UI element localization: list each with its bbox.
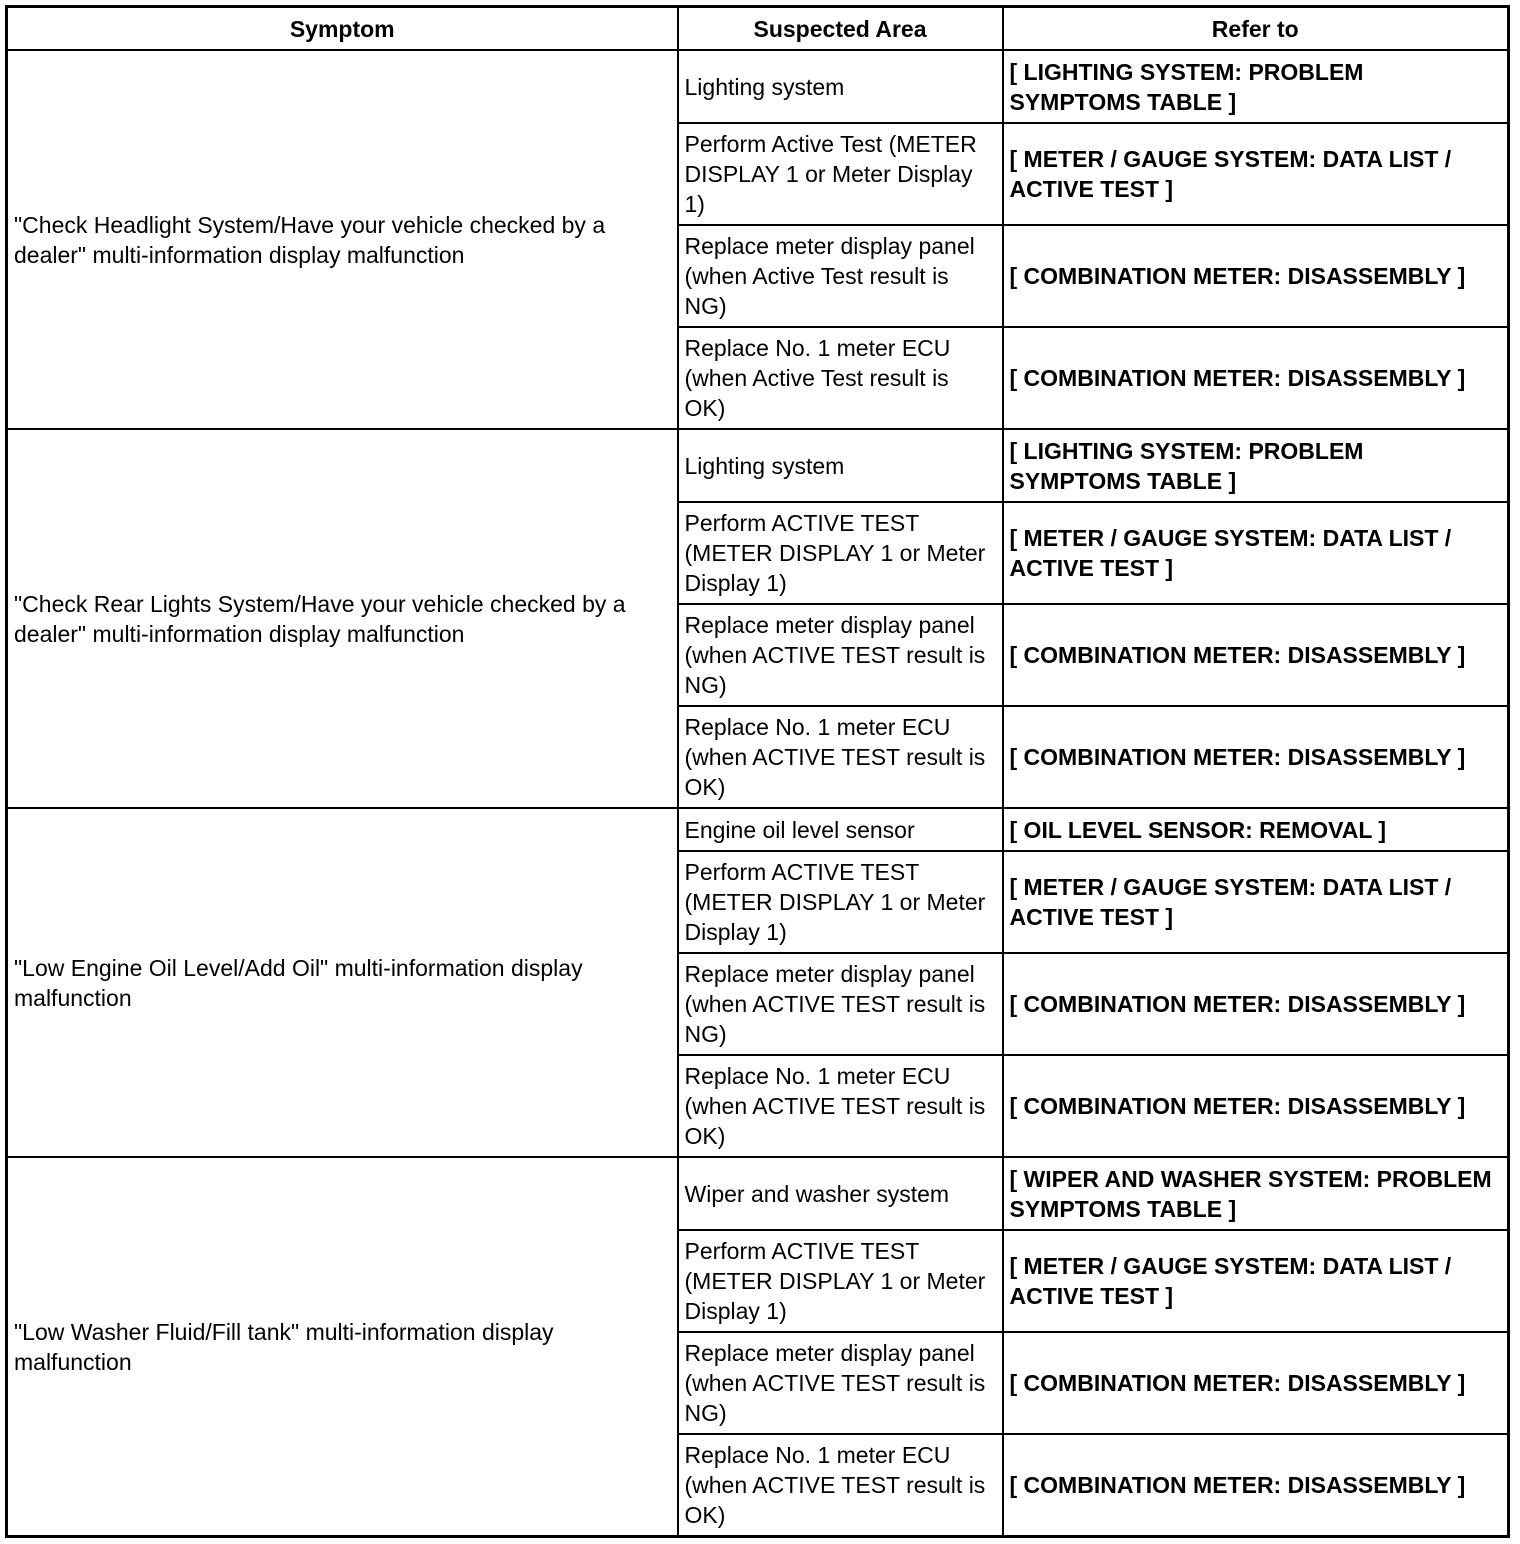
refer-to-link[interactable]: [ METER / GAUGE SYSTEM: DATA LIST / ACTIVE TEST ]: [1003, 851, 1509, 953]
symptom-cell: "Low Engine Oil Level/Add Oil" multi-information display malfunction: [7, 808, 678, 1157]
suspected-area-cell: Perform ACTIVE TEST (METER DISPLAY 1 or Meter Display 1): [678, 502, 1003, 604]
suspected-area-cell: Wiper and washer system: [678, 1157, 1003, 1230]
refer-to-link[interactable]: [ COMBINATION METER: DISASSEMBLY ]: [1003, 1332, 1509, 1434]
refer-to-link[interactable]: [ METER / GAUGE SYSTEM: DATA LIST / ACTIVE TEST ]: [1003, 1230, 1509, 1332]
suspected-area-cell: Replace No. 1 meter ECU (when Active Test result is OK): [678, 327, 1003, 429]
suspected-area-cell: Replace No. 1 meter ECU (when ACTIVE TEST result is OK): [678, 1434, 1003, 1537]
suspected-area-cell: Perform Active Test (METER DISPLAY 1 or Meter Display 1): [678, 123, 1003, 225]
problem-symptoms-table: [5, 5, 1510, 1538]
refer-to-link[interactable]: [ COMBINATION METER: DISASSEMBLY ]: [1003, 225, 1509, 327]
header-refer-to: Refer to: [1003, 7, 1509, 51]
suspected-area-cell: Perform ACTIVE TEST (METER DISPLAY 1 or Meter Display 1): [678, 1230, 1003, 1332]
table-row: [7, 808, 1509, 851]
table-row: [7, 50, 1509, 123]
header-suspected-area: Suspected Area: [678, 7, 1003, 51]
header-symptom: Symptom: [7, 7, 678, 51]
refer-to-link[interactable]: [ WIPER AND WASHER SYSTEM: PROBLEM SYMPTOMS TABLE ]: [1003, 1157, 1509, 1230]
suspected-area-cell: Lighting system: [678, 50, 1003, 123]
refer-to-link[interactable]: [ COMBINATION METER: DISASSEMBLY ]: [1003, 1434, 1509, 1537]
header-row: [7, 7, 1509, 51]
table-body: [7, 50, 1509, 1537]
refer-to-link[interactable]: [ LIGHTING SYSTEM: PROBLEM SYMPTOMS TABLE ]: [1003, 429, 1509, 502]
suspected-area-cell: Lighting system: [678, 429, 1003, 502]
table-row: [7, 1157, 1509, 1230]
refer-to-link[interactable]: [ METER / GAUGE SYSTEM: DATA LIST / ACTIVE TEST ]: [1003, 502, 1509, 604]
suspected-area-cell: Replace meter display panel (when ACTIVE TEST result is NG): [678, 1332, 1003, 1434]
suspected-area-cell: Replace meter display panel (when ACTIVE TEST result is NG): [678, 953, 1003, 1055]
refer-to-link[interactable]: [ METER / GAUGE SYSTEM: DATA LIST / ACTIVE TEST ]: [1003, 123, 1509, 225]
symptom-cell: "Low Washer Fluid/Fill tank" multi-information display malfunction: [7, 1157, 678, 1537]
refer-to-link[interactable]: [ COMBINATION METER: DISASSEMBLY ]: [1003, 1055, 1509, 1157]
symptom-cell: "Check Headlight System/Have your vehicle checked by a dealer" multi-information display malfunction: [7, 50, 678, 429]
refer-to-link[interactable]: [ COMBINATION METER: DISASSEMBLY ]: [1003, 604, 1509, 706]
suspected-area-cell: Perform ACTIVE TEST (METER DISPLAY 1 or Meter Display 1): [678, 851, 1003, 953]
refer-to-link[interactable]: [ COMBINATION METER: DISASSEMBLY ]: [1003, 327, 1509, 429]
table-row: [7, 429, 1509, 502]
refer-to-link[interactable]: [ LIGHTING SYSTEM: PROBLEM SYMPTOMS TABLE ]: [1003, 50, 1509, 123]
suspected-area-cell: Engine oil level sensor: [678, 808, 1003, 851]
refer-to-link[interactable]: [ OIL LEVEL SENSOR: REMOVAL ]: [1003, 808, 1509, 851]
suspected-area-cell: Replace No. 1 meter ECU (when ACTIVE TEST result is OK): [678, 706, 1003, 808]
suspected-area-cell: Replace meter display panel (when Active Test result is NG): [678, 225, 1003, 327]
refer-to-link[interactable]: [ COMBINATION METER: DISASSEMBLY ]: [1003, 953, 1509, 1055]
suspected-area-cell: Replace meter display panel (when ACTIVE TEST result is NG): [678, 604, 1003, 706]
refer-to-link[interactable]: [ COMBINATION METER: DISASSEMBLY ]: [1003, 706, 1509, 808]
symptom-cell: "Check Rear Lights System/Have your vehicle checked by a dealer" multi-information display malfunction: [7, 429, 678, 808]
suspected-area-cell: Replace No. 1 meter ECU (when ACTIVE TEST result is OK): [678, 1055, 1003, 1157]
table-header: [7, 7, 1509, 51]
